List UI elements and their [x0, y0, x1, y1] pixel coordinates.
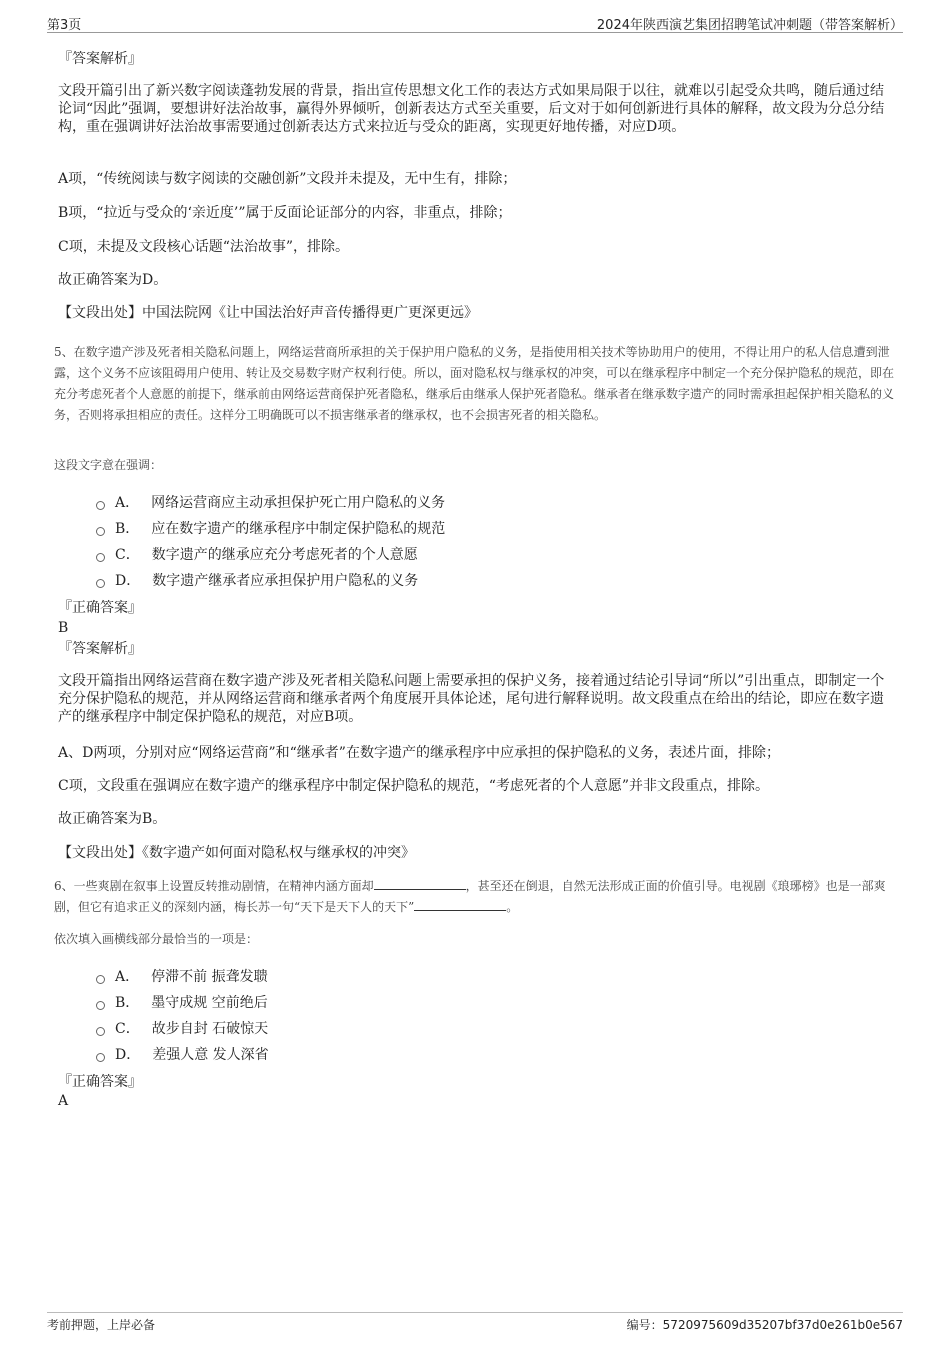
- option-text: 墨守成规 空前绝后: [151, 995, 268, 1011]
- code-label: 编号：: [626, 1318, 663, 1332]
- question-6-prompt: 依次填入画横线部分最恰当的一项是：: [54, 932, 259, 946]
- radio-icon[interactable]: [96, 1053, 105, 1062]
- analysis-item-b: B项，“拉近与受众的‘亲近度’”属于反面论证部分的内容，非重点，排除；: [58, 205, 512, 221]
- radio-icon[interactable]: [96, 579, 105, 588]
- option-letter: B．: [115, 521, 140, 537]
- option-text: 停滞不前 振聋发聩: [151, 969, 268, 985]
- analysis-item-a: A项，“传统阅读与数字阅读的交融创新”文段并未提及，无中生有，排除；: [58, 171, 517, 187]
- page-header: [47, 14, 903, 33]
- correct-answer: A: [58, 1093, 69, 1109]
- analysis-text: 文段开篇引出了新兴数字阅读蓬勃发展的背景，指出宣传思想文化工作的表达方式如果局限于以往，就难以引起受众共鸣，随后通过结论词“因此”强调，要想讲好法治故事，赢得外界倾听，创新表达方式至关重要，后文对于如何创新进行具体的解释，故文段为分总分结构，重在强调讲好法治故事需要通过创新表达方式来拉近与受众的距离，实现更好地传播，对应D项。: [58, 83, 885, 135]
- option-c[interactable]: [96, 1015, 269, 1041]
- analysis-conclusion: 故正确答案为D。: [58, 272, 168, 288]
- question-6-options: [96, 963, 269, 1067]
- source-citation: 【文段出处】中国法院网《让中国法治好声音传播得更广更深更远》: [58, 305, 478, 321]
- document-title: 2024年陕西演艺集团招聘笔试冲刺题（带答案解析）: [596, 18, 903, 33]
- option-text: 差强人意 发人深省: [152, 1047, 269, 1063]
- option-letter: D．: [115, 573, 141, 589]
- option-c[interactable]: [96, 541, 445, 567]
- footer-slogan: 考前押题，上岸必备: [47, 1318, 156, 1332]
- question-5-prompt: 这段文字意在强调：: [54, 458, 163, 472]
- option-letter: C．: [115, 547, 140, 563]
- code-value: 5720975609d35207bf37d0e261b0e567: [662, 1318, 903, 1332]
- option-letter: B．: [115, 995, 140, 1011]
- stem-part-3: 。: [506, 900, 519, 914]
- option-b[interactable]: [96, 515, 445, 541]
- document-code: [627, 1316, 903, 1333]
- radio-icon[interactable]: [96, 501, 105, 510]
- option-letter: A．: [115, 969, 140, 985]
- option-a[interactable]: [96, 963, 269, 989]
- stem-part-1: 6、一些爽剧在叙事上设置反转推动剧情，在精神内涵方面却: [54, 879, 374, 893]
- option-d[interactable]: [96, 567, 445, 593]
- stem-part-2: ，甚至还在倒退，自然无法形成正面的价值引导。电视剧《琅琊榜》也是一部爽剧，但它有追求正义的深刻内涵，梅长苏一句“天下是天下人的天下”: [54, 879, 886, 914]
- correct-answer: B: [58, 620, 69, 636]
- analysis-text: 文段开篇指出网络运营商在数字遗产涉及死者相关隐私问题上需要承担的保护义务，接着通过结论引导词“所以”引出重点，即制定一个充分保护隐私的规范，并从网络运营商和继承者两个角度展开具体论述，尾句进行解释说明。故文段重点在给出的结论，即应在数字遗产的继承程序中制定保护隐私的规范，对应B项。: [58, 673, 885, 725]
- analysis-item-ad: A、D两项，分别对应“网络运营商”和“继承者”在数字遗产的继承程序中应承担的保护隐私的义务，表述片面，排除；: [58, 745, 780, 761]
- option-letter: D．: [115, 1047, 141, 1063]
- analysis-conclusion: 故正确答案为B。: [58, 811, 167, 827]
- source-citation: 【文段出处】《数字遗产如何面对隐私权与继承权的冲突》: [58, 845, 415, 861]
- question-6-stem: [54, 876, 899, 918]
- analysis-item-c: C项，未提及文段核心话题“法治故事”，排除。: [58, 239, 350, 255]
- radio-icon[interactable]: [96, 975, 105, 984]
- analysis-label: 『答案解析』: [58, 51, 142, 67]
- fill-blank-2[interactable]: [414, 898, 506, 911]
- correct-answer-label: 『正确答案』: [58, 1074, 142, 1090]
- page-number: 第3页: [47, 18, 82, 33]
- radio-icon[interactable]: [96, 553, 105, 562]
- option-text: 应在数字遗产的继承程序中制定保护隐私的规范: [151, 521, 446, 537]
- analysis-label: 『答案解析』: [58, 641, 142, 657]
- radio-icon[interactable]: [96, 527, 105, 536]
- option-text: 数字遗产的继承应充分考虑死者的个人意愿: [151, 547, 418, 563]
- question-5-options: [96, 489, 445, 593]
- correct-answer-label: 『正确答案』: [58, 600, 142, 616]
- option-text: 数字遗产继承者应承担保护用户隐私的义务: [152, 573, 419, 589]
- page-footer: [47, 1312, 903, 1333]
- option-a[interactable]: [96, 489, 445, 515]
- option-text: 故步自封 石破惊天: [151, 1021, 269, 1037]
- question-5-stem: 5、在数字遗产涉及死者相关隐私问题上，网络运营商所承担的关于保护用户隐私的义务，是指使用相关技术等协助用户的使用，不得让用户的私人信息遭到泄露，这个义务不应该阻碍用户使用、转让及交易数字财产权利行使。所以，面对隐私权与继承权的冲突，可以在继承程序中制定一个充分保护隐私的规范，即在充分考虑死者个人意愿的前提下，继承前由网络运营商保护死者隐私，继承后由继承人保护死者隐私。继承者在继承数字遗产的同时需承担起保护相关隐私的义务，否则将承担相应的责任。这样分工明确既可以不损害继承者的继承权，也不会损害死者的相关隐私。: [54, 345, 895, 422]
- radio-icon[interactable]: [96, 1001, 105, 1010]
- fill-blank-1[interactable]: [374, 877, 466, 890]
- option-text: 网络运营商应主动承担保护死亡用户隐私的义务: [151, 495, 446, 511]
- option-letter: C．: [115, 1021, 140, 1037]
- option-b[interactable]: [96, 989, 269, 1015]
- option-d[interactable]: [96, 1041, 269, 1067]
- option-letter: A．: [115, 495, 140, 511]
- analysis-item-c: C项，文段重在强调应在数字遗产的继承程序中制定保护隐私的规范，“考虑死者的个人意愿”并非文段重点，排除。: [58, 778, 770, 794]
- radio-icon[interactable]: [96, 1027, 105, 1036]
